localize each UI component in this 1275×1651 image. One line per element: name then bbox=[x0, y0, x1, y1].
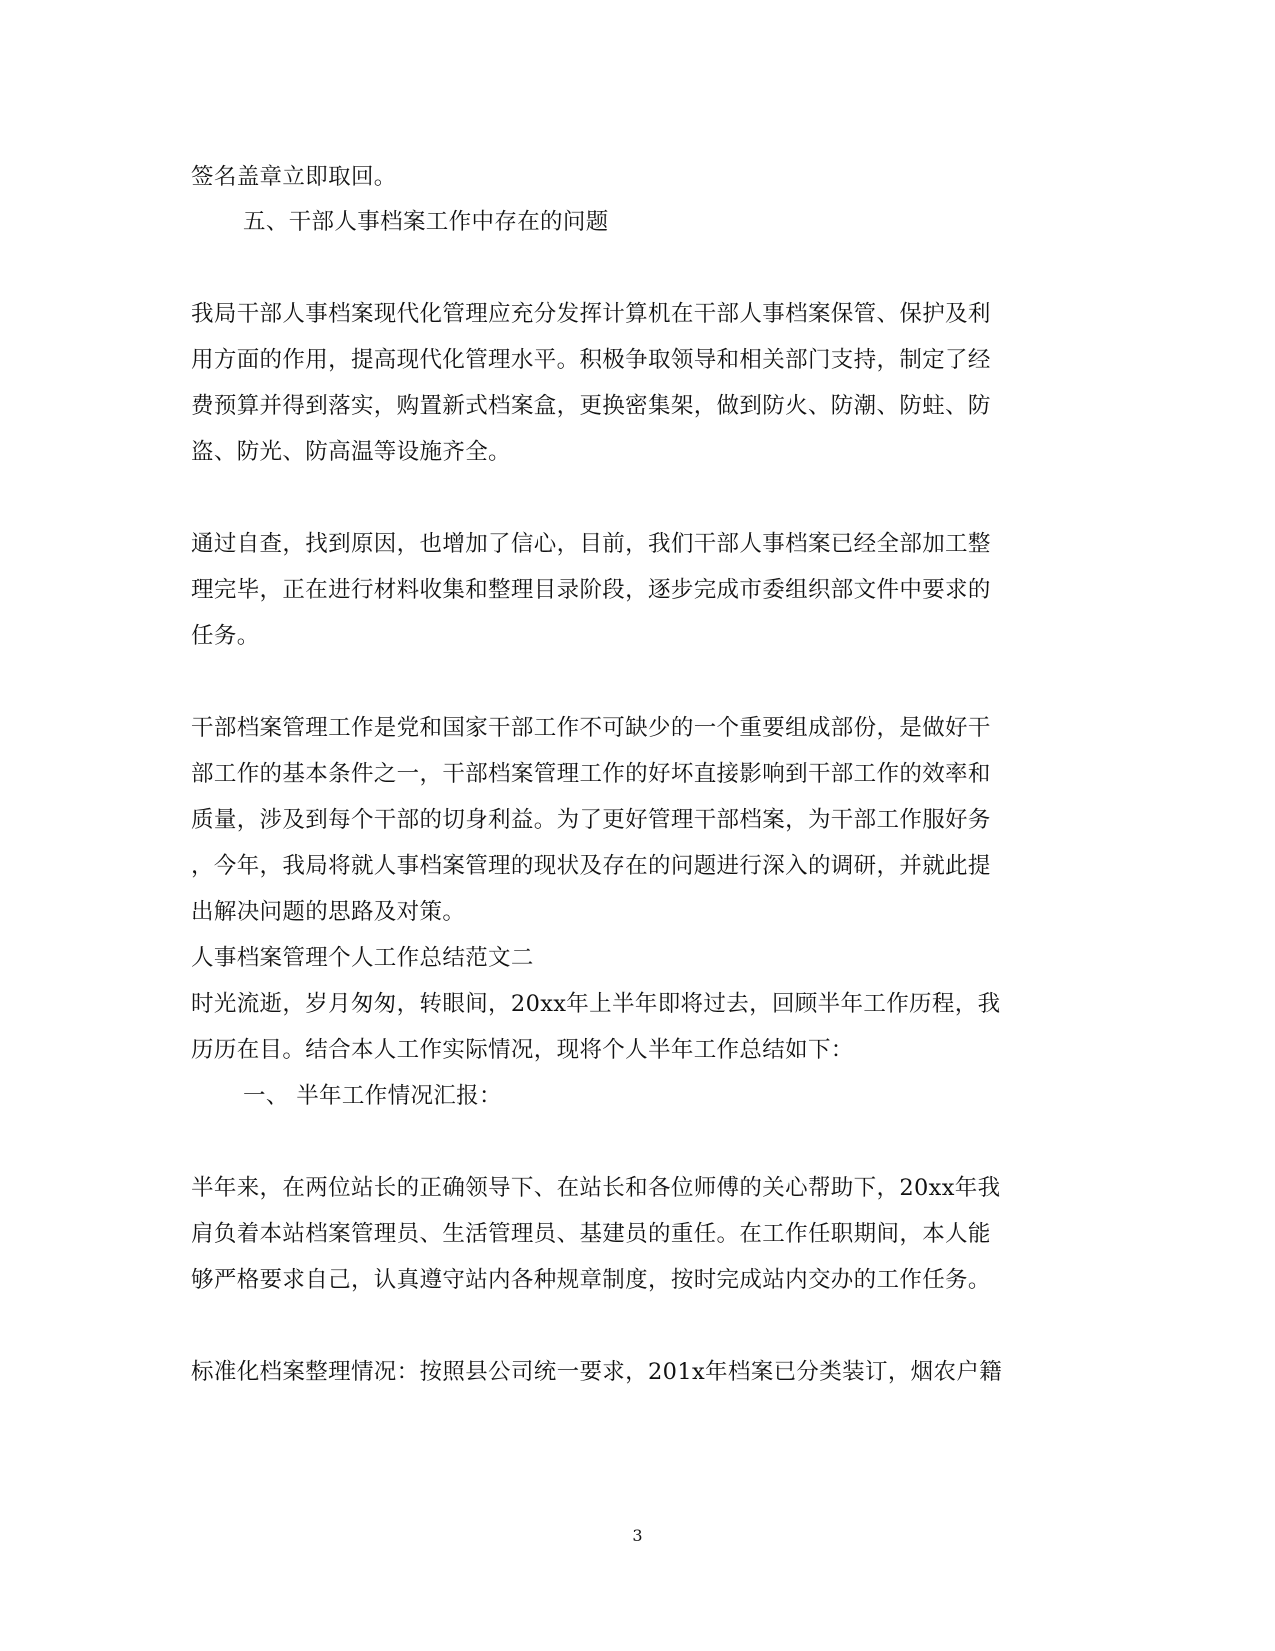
text-line: 历历在目。结合本人工作实际情况，现将个人半年工作总结如下： bbox=[191, 1037, 854, 1063]
text-line: 任务。 bbox=[191, 623, 260, 649]
page-number: 3 bbox=[632, 1526, 643, 1545]
text-line: 干部档案管理工作是党和国家干部工作不可缺少的一个重要组成部份，是做好干 bbox=[191, 715, 991, 741]
text-line: 时光流逝，岁月匆匆，转眼间，20xx年上半年即将过去，回顾半年工作历程，我 bbox=[191, 991, 1001, 1017]
text-line: 肩负着本站档案管理员、生活管理员、基建员的重任。在工作任职期间，本人能 bbox=[191, 1221, 991, 1247]
text-line: 理完毕，正在进行材料收集和整理目录阶段，逐步完成市委组织部文件中要求的 bbox=[191, 577, 991, 603]
text-line: 通过自查，找到原因，也增加了信心，目前，我们干部人事档案已经全部加工整 bbox=[191, 531, 991, 557]
text-line: 部工作的基本条件之一，干部档案管理工作的好坏直接影响到干部工作的效率和 bbox=[191, 761, 991, 787]
text-line: 半年来，在两位站长的正确领导下、在站长和各位师傅的关心帮助下，20xx年我 bbox=[191, 1175, 1001, 1201]
section-heading: 一、 半年工作情况汇报： bbox=[243, 1083, 502, 1109]
text-line: 出解决问题的思路及对策。 bbox=[191, 899, 466, 925]
text-line: 质量，涉及到每个干部的切身利益。为了更好管理干部档案，为干部工作服好务 bbox=[191, 807, 991, 833]
text-line: 盗、防光、防高温等设施齐全。 bbox=[191, 439, 511, 465]
text-line: 签名盖章立即取回。 bbox=[191, 164, 397, 190]
text-line: 费预算并得到落实，购置新式档案盒，更换密集架，做到防火、防潮、防蛀、防 bbox=[191, 393, 991, 419]
text-line: 用方面的作用，提高现代化管理水平。积极争取领导和相关部门支持，制定了经 bbox=[191, 347, 991, 373]
document-title: 人事档案管理个人工作总结范文二 bbox=[191, 945, 534, 971]
text-line: 标准化档案整理情况：按照县公司统一要求，201x年档案已分类装订，烟农户籍 bbox=[191, 1359, 1003, 1385]
text-line: ，今年，我局将就人事档案管理的现状及存在的问题进行深入的调研，并就此提 bbox=[191, 853, 991, 879]
section-heading: 五、干部人事档案工作中存在的问题 bbox=[243, 209, 609, 235]
text-line: 我局干部人事档案现代化管理应充分发挥计算机在干部人事档案保管、保护及利 bbox=[191, 301, 991, 327]
text-line: 够严格要求自己，认真遵守站内各种规章制度，按时完成站内交办的工作任务。 bbox=[191, 1267, 991, 1293]
